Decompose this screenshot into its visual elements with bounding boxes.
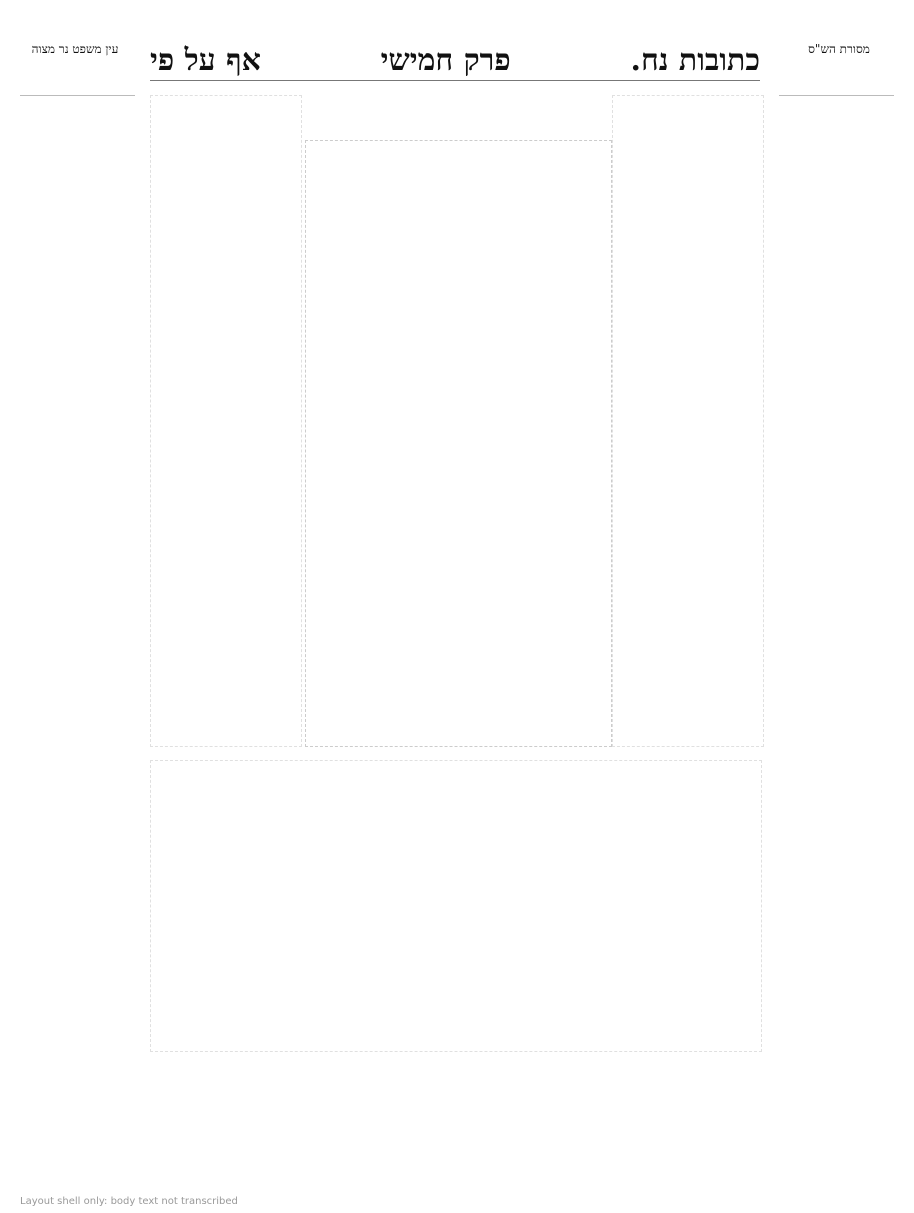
gemara-text — [306, 147, 611, 153]
ein-mishpat-text — [20, 96, 135, 102]
header-chapter: פרק חמישי — [380, 42, 511, 78]
rashi-text — [613, 102, 763, 108]
bottom-commentary-block — [150, 760, 762, 1052]
gemara-block — [305, 140, 612, 747]
ein-mishpat-heading: עין משפט נר מצוה — [31, 42, 119, 56]
masoret-hashas-column — [779, 95, 894, 656]
bottom-commentary-text — [151, 761, 761, 767]
ein-mishpat-column — [20, 95, 135, 656]
placeholder-note: Layout shell only: body text not transcribed — [20, 1196, 238, 1207]
header-chapter-name: אף על פי — [150, 42, 261, 78]
rashi-column — [612, 95, 764, 747]
tosafot-text — [151, 102, 301, 108]
page-header — [150, 40, 760, 81]
masoret-hashas-heading: מסורת הש"ס — [808, 42, 870, 56]
masoret-hashas-text — [779, 96, 894, 102]
tosafot-column — [150, 95, 302, 747]
header-tractate-folio: כתובות נח. — [630, 42, 760, 78]
